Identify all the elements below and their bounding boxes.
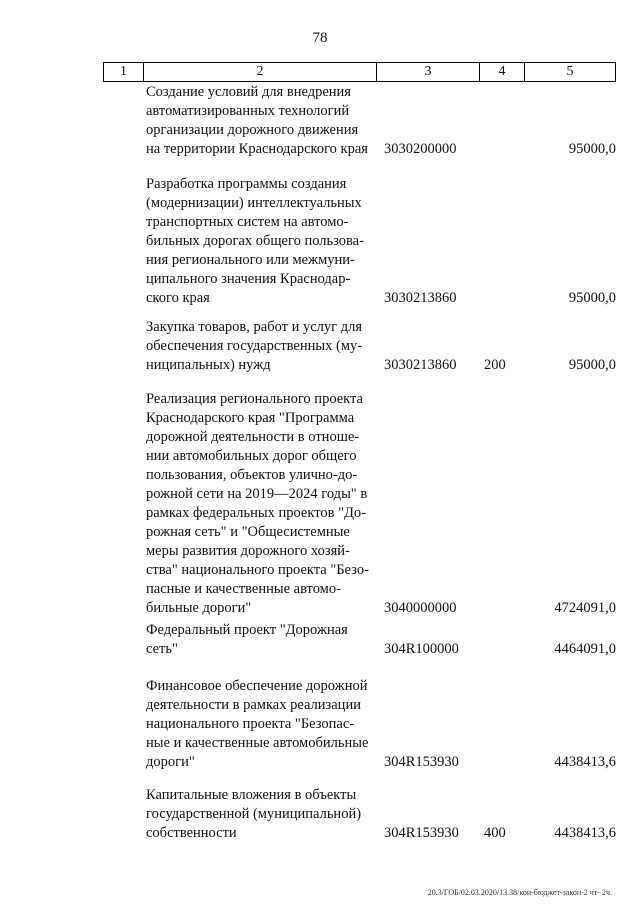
- row-code: 3040000000: [384, 600, 457, 616]
- row-sum: 4438413,6: [554, 825, 616, 841]
- row-sum: 4438413,6: [554, 754, 616, 770]
- row-sum: 4464091,0: [554, 641, 616, 657]
- row-description: Капитальные вложения в объекты государственной (муниципальной) собственности: [146, 787, 362, 841]
- row-code: 3030213860: [384, 290, 457, 306]
- row-sum: 95000,0: [568, 357, 616, 373]
- row-description: Реализация регионального проекта Краснодарского края "Программа дорожной деятельности в отноше- нии автомобильных дорог общего пользования, объектов улично-до- рожной сети на 2019—2024 годы" в рамках федеральных проектов "До- рожная сеть" и "Общесистемные меры развития дорожного хозяй- ства" национального проекта "Безо- пасные и качественные автомо- бильные дороги": [146, 391, 369, 616]
- table-row: [146, 786, 616, 843]
- row-type: 200: [484, 357, 506, 373]
- row-sum: 95000,0: [568, 290, 616, 306]
- table-row: [146, 677, 616, 772]
- row-code: 3030213860: [384, 357, 457, 373]
- header-col-3: 3: [377, 63, 480, 81]
- row-sum: 4724091,0: [554, 600, 616, 616]
- table-row: [146, 390, 616, 618]
- row-code: 3030200000: [384, 141, 457, 157]
- row-code: 304R153930: [384, 754, 459, 770]
- table-header: [103, 62, 616, 82]
- table-row: [146, 83, 616, 159]
- page-number: 78: [312, 30, 328, 46]
- header-col-5: 5: [566, 64, 574, 79]
- row-type: 400: [484, 825, 506, 841]
- header-col-4: 4: [480, 63, 525, 81]
- table-row: [146, 318, 616, 375]
- row-description: Разработка программы создания (модернизации) интеллектуальных транспортных систем на автомо- бильных дорогах общего пользова- ния регионального или межмуни- ципального значения Краснодар- ского края: [146, 176, 364, 306]
- row-code: 304R153930: [384, 825, 459, 841]
- footer-reference: 20.3/ГОБ/02.03.2020/13.38/кон-бюджет-закон-2 чт- 2ч.: [427, 888, 612, 897]
- row-description: Закупка товаров, работ и услуг для обеспечения государственных (му- ниципальных) нужд: [146, 319, 363, 373]
- table-row: [146, 175, 616, 308]
- row-code: 304R100000: [384, 641, 459, 657]
- table-row: [146, 621, 616, 659]
- row-description: Финансовое обеспечение дорожной деятельности в рамках реализации национального проекта "Безопас- ные и качественные автомобильные дороги": [146, 678, 369, 770]
- row-description: Федеральный проект "Дорожная сеть": [146, 622, 348, 657]
- header-col-2: 2: [144, 63, 377, 81]
- header-col-1: 1: [104, 63, 144, 81]
- row-sum: 95000,0: [568, 141, 616, 157]
- row-description: Создание условий для внедрения автоматизированных технологий организации дорожного движения на территории Краснодарского края: [146, 84, 368, 157]
